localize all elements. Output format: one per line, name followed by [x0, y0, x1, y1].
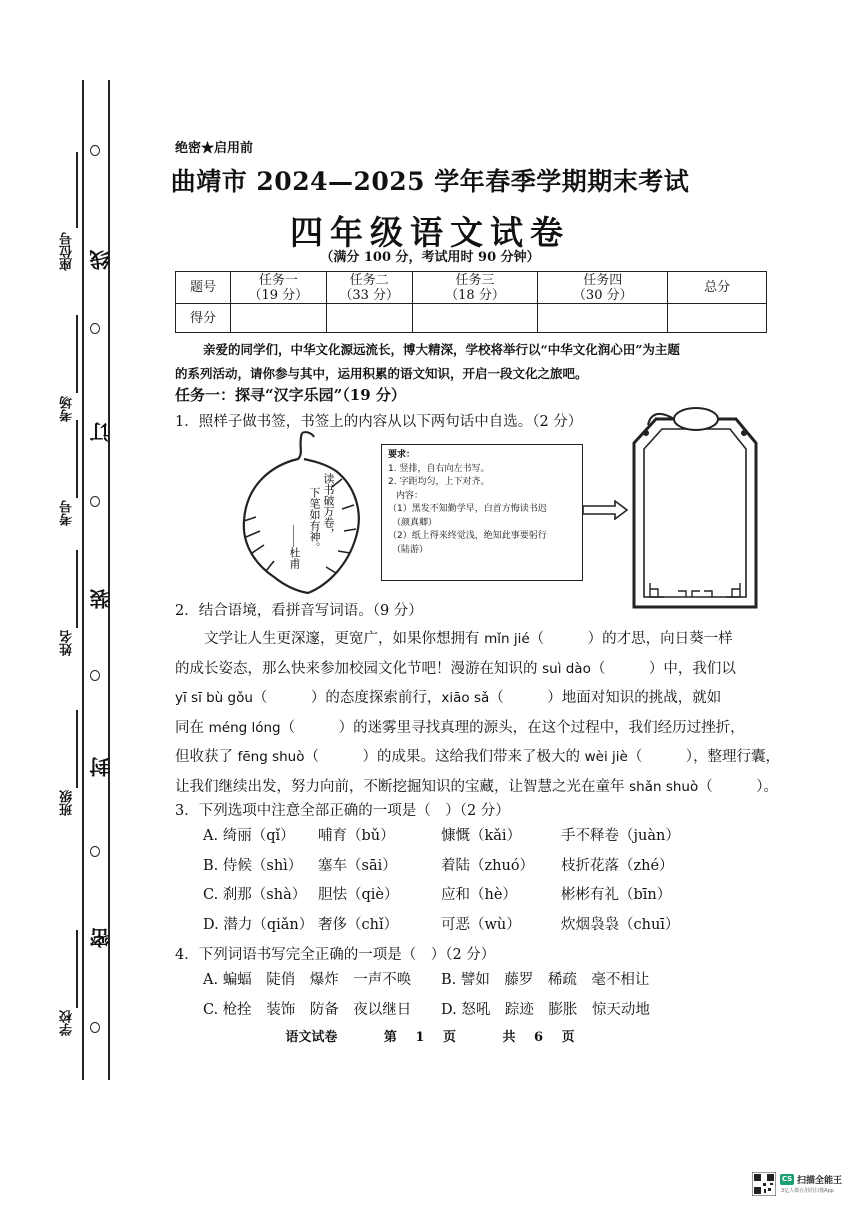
passage-text: 的成果。这给我们带来了极大的	[377, 749, 585, 765]
margin-line-outer	[82, 80, 84, 1080]
passage-text: 中，我们以	[663, 660, 736, 677]
pinyin-prompt: xiāo sǎ	[441, 690, 490, 706]
binding-hole	[90, 846, 100, 857]
passage-text: 的迷雾里寻找真理的源头，在这个过程中，我们经历过挫折，	[353, 719, 745, 736]
answer-blank[interactable]: （ ）	[489, 690, 562, 706]
question-4: 4．下列词语书写完全正确的一项是（ ）（2 分）	[175, 947, 496, 963]
task-name: 任务四	[583, 272, 623, 288]
pinyin-prompt: shǎn shuò	[629, 778, 699, 795]
footer-page: 第 1 页	[383, 1030, 456, 1045]
pinyin-prompt: fēng shuò	[237, 749, 305, 765]
answer-blank[interactable]: （ ）	[698, 778, 764, 795]
passage-line	[175, 625, 775, 655]
leaf-text-line: ——杜甫	[288, 525, 300, 569]
pinyin-prompt: mǐn jié	[484, 631, 530, 647]
option-item: 哺育（bǔ）	[318, 828, 395, 844]
answer-blank[interactable]: （ ）	[280, 719, 354, 736]
pinyin-prompt: méng lóng	[208, 719, 281, 736]
option-item: A. 蝙蝠 陡俏 爆炸 一声不唤	[203, 972, 412, 988]
question-2: 2．结合语境，看拼音写词语。（9 分）	[175, 603, 423, 619]
score-table	[175, 271, 767, 333]
option-item: C. 刹那（shà）	[203, 887, 307, 903]
option-item: 奢侈（chǐ）	[318, 916, 399, 933]
score-table-total: 总分	[668, 272, 767, 304]
score-table-score-label: 得分	[176, 304, 231, 333]
option-item: 手不释卷（juàn）	[561, 828, 680, 844]
binding-hole	[90, 496, 100, 507]
option-item: 慷慨（kǎi）	[441, 828, 522, 844]
margin-label-seat: 座位号	[60, 232, 75, 271]
binding-char-line: 线	[89, 250, 113, 270]
requirements-box	[381, 444, 583, 581]
exam-note: （满分 100 分，考试用时 90 分钟）	[320, 250, 540, 265]
passage-text: 地面对知识的挑战，就如	[561, 690, 722, 706]
passage-text: ，整理行囊，	[693, 749, 781, 765]
pinyin-prompt: wèi jiè	[584, 749, 628, 765]
score-cell	[668, 304, 767, 333]
req-content: （颜真卿）	[392, 517, 438, 528]
task-name: 任务一	[258, 272, 298, 288]
option-item: 胆怯（qiè）	[318, 887, 399, 903]
footer-subject: 语文试卷	[285, 1030, 338, 1045]
passage-line	[175, 655, 775, 685]
passage-text: 但收获了	[175, 749, 238, 765]
task-name: 任务二	[349, 272, 389, 288]
score-table-header-label: 题号	[176, 272, 231, 304]
answer-blank[interactable]: （ ）	[252, 690, 326, 706]
exam-title: 曲靖市 2024—2025 学年春季学期期末考试	[170, 167, 690, 196]
option-item: 枝折花落（zhé）	[561, 857, 674, 874]
task-points: （18 分）	[445, 287, 505, 303]
req-content-label: 内容：	[396, 490, 424, 501]
option-item: 炊烟袅袅（chuī）	[561, 916, 680, 933]
task-points: （33 分）	[339, 287, 400, 303]
score-cell	[230, 304, 326, 333]
margin-label-class: 班级	[60, 790, 75, 816]
binding-hole	[90, 323, 100, 334]
page-footer	[170, 1026, 690, 1045]
leaf-text-line: 读书破万卷，	[322, 473, 334, 539]
binding-hole	[90, 145, 100, 156]
score-cell	[326, 304, 412, 333]
passage-line	[175, 684, 775, 714]
passage-text: 。	[763, 778, 778, 795]
footer-total: 共 6 页	[502, 1030, 575, 1045]
req-content: （陆游）	[392, 544, 429, 555]
arrow-icon	[583, 500, 629, 520]
option-item: 着陆（zhuó）	[441, 857, 535, 874]
margin-label-room: 考场	[60, 396, 75, 422]
option-item: D. 怒吼 踪迹 膨胀 惊天动地	[441, 1001, 650, 1018]
blank-bookmark-illustration	[628, 405, 764, 611]
qr-code-icon	[752, 1172, 776, 1196]
passage-line	[175, 714, 775, 744]
pinyin-prompt: suì dào	[542, 660, 591, 677]
intro-line: 亲爱的同学们，中华文化源远流长，博大精深，学校将举行以“中华文化润心田”为主题	[203, 342, 680, 357]
binding-char-seal: 封	[89, 757, 113, 777]
binding-hole	[90, 1022, 100, 1033]
answer-blank[interactable]: （ ）	[529, 631, 603, 647]
binding-char-order: 订	[89, 422, 113, 442]
passage-text: 文学让人生更深邃，更宽广，如果你想拥有	[175, 631, 485, 647]
scanner-logo	[752, 1171, 844, 1197]
req-item: 2. 字距均匀，上下对齐。	[388, 477, 490, 487]
req-content: （1）黑发不知勤学早，白首方悔读书迟	[388, 504, 547, 514]
intro-line: 的系列活动，请你参与其中，运用积累的语文知识，开启一段文化之旅吧。	[175, 366, 588, 381]
school-fill-line	[76, 930, 78, 1008]
task-points: （19 分）	[248, 287, 309, 303]
cs-badge: CS	[781, 1175, 793, 1183]
option-item: A. 绮丽（qǐ）	[203, 828, 295, 844]
margin-label-exam-no: 考号	[60, 500, 75, 526]
margin-label-name: 姓名	[60, 630, 75, 656]
option-item: B. 侍候（shì）	[203, 857, 303, 874]
score-table-task	[230, 272, 326, 304]
passage-line	[175, 773, 778, 803]
option-item: 应和（hè）	[441, 887, 517, 903]
option-item: 可恶（wù）	[441, 916, 521, 933]
scanner-name: 扫描全能王	[797, 1176, 843, 1186]
passage-text: 的态度探索前行，	[325, 690, 442, 706]
binding-char-bind: 装	[89, 589, 113, 609]
answer-blank[interactable]: （ ）	[590, 660, 664, 677]
req-content: （2）纸上得来终觉浅，绝知此事要躬行	[388, 531, 547, 541]
binding-char-secret: 密	[89, 928, 113, 948]
room-fill-line	[76, 315, 78, 393]
task-points: （30 分）	[572, 287, 633, 303]
passage-text: 让我们继续出发，努力向前，不断挖掘知识的宝藏，让智慧之光在童年	[175, 778, 630, 795]
exam-no-fill-line	[76, 420, 78, 498]
question-3: 3．下列选项中注意全部正确的一项是（ ）（2 分）	[175, 803, 510, 819]
passage-text: 的成长姿态，那么快来参加校园文化节吧！漫游在知识的	[175, 660, 543, 677]
passage-text: 的才思，向日葵一样	[602, 631, 733, 647]
scanner-tagline: 3亿人都在用的扫描App	[781, 1188, 834, 1194]
req-title: 要求：	[388, 450, 416, 460]
leaf-bookmark-illustration	[232, 425, 367, 605]
question-1: 1．照样子做书签，书签上的内容从以下两句话中自选。（2 分）	[175, 414, 583, 430]
option-item: 彬彬有礼（bīn）	[561, 887, 672, 903]
question-2-passage	[175, 625, 781, 802]
req-item: 1. 竖排，自右向左书写。	[388, 463, 490, 474]
seat-fill-line	[76, 152, 78, 228]
task-name: 任务三	[455, 272, 495, 288]
option-item: 塞车（sāi）	[318, 857, 397, 874]
class-fill-line	[76, 710, 78, 788]
leaf-text-line: 下笔如有神。	[308, 487, 320, 553]
binding-hole	[90, 670, 100, 681]
answer-blank[interactable]: （ ）	[304, 749, 377, 765]
option-item: C. 枪拴 装饰 防备 夜以继日	[203, 1001, 412, 1018]
score-table-task	[326, 272, 412, 304]
option-item: D. 潜力（qiǎn）	[203, 916, 314, 933]
margin-label-school: 学校	[60, 1010, 75, 1036]
score-cell	[538, 304, 668, 333]
exam-subtitle: 四年级语文试卷	[290, 213, 570, 252]
confidential-mark: 绝密★启用前	[175, 141, 254, 156]
passage-text: 同在	[175, 719, 209, 736]
score-table-task	[412, 272, 538, 304]
answer-blank[interactable]: （ ）	[627, 749, 694, 765]
score-table-task	[538, 272, 668, 304]
passage-line	[175, 743, 781, 773]
option-item: B. 譬如 藤罗 稀疏 毫不相让	[441, 972, 650, 988]
score-cell	[412, 304, 538, 333]
task1-heading: 任务一：探寻“汉字乐园”（19 分）	[175, 386, 406, 404]
name-fill-line	[76, 550, 78, 628]
pinyin-prompt: yī sī bù gǒu	[175, 690, 253, 706]
